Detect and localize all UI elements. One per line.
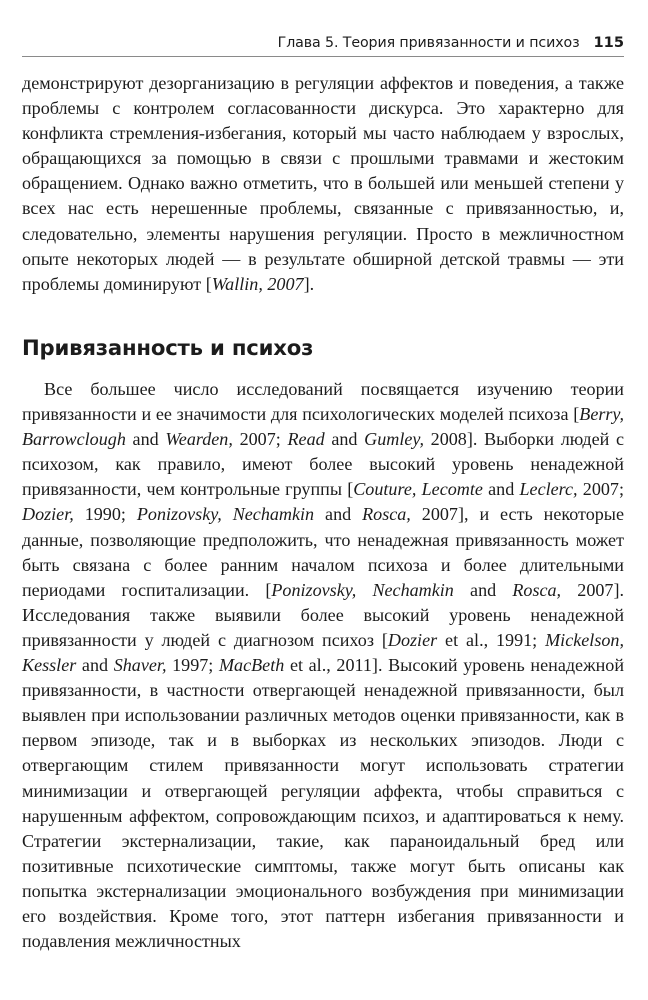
paragraph-text: and	[482, 479, 520, 500]
citation-author: Rosca,	[362, 504, 411, 525]
paragraph-text: and	[125, 429, 166, 450]
paragraph-attachment-psychosis	[22, 377, 624, 954]
citation-author: Rosca,	[512, 579, 562, 600]
citation-author: Ponizovsky, Nechamkin	[271, 579, 454, 600]
paragraph-text: 2007;	[232, 429, 288, 450]
section-heading: Привязанность и психоз	[22, 335, 314, 360]
citation-author: Couture, Lecomte	[353, 479, 483, 500]
citation-author: Gumley,	[364, 429, 424, 450]
running-header	[22, 30, 624, 57]
paragraph-text: 1990;	[73, 504, 137, 525]
paragraph-text: Все большее число исследований посвящается изучению теории привязанности и ее значимости для психологических моделей психоза [	[22, 379, 624, 425]
paragraph-text: and	[76, 655, 114, 676]
citation: Wallin, 2007	[211, 273, 304, 294]
citation-author: Shaver,	[113, 655, 167, 676]
paragraph-text: et al., 2011]. Высокий уровень ненадежной привязанности, в частности отвергающей ненадежной привязанности, был выявлен при использовании различных методов оценки привязанности, как в первом эпизоде, так и в выборках из нескольких эпизодов. Люди с отвергающим стилем привязанности могут использовать стратегии минимизации и отвергающей регуляции аффекта, чтобы справиться с нарушенным аффектом, сопровождающим психоз, и адаптироваться к нему. Стратегии экстернализации, такие, как параноидальный бред или позитивные психотические симптомы, также могут быть описаны как попытка экстернализации эмоционального возбуждения при минимизации его воздействия. Кроме того, этот паттерн избегания привязанности и подавления межличностных	[22, 655, 624, 952]
paragraph-text: 2007]. Исследования также выявили более высокий уровень ненадежной привязанности у людей с диагнозом психоз [	[22, 579, 625, 650]
paragraph-text: and	[324, 429, 365, 450]
citation-author: Leclerc,	[519, 479, 578, 500]
paragraph-text: демонстрируют дезорганизацию в регуляции аффектов и поведения, а также проблемы с контролем согласованности дискурса. Это характерно для конфликта стремления-избегания, который мы часто наблюдаем у взрослых, обращающихся за помощью в связи с прошлыми травмами и жестоким обращением. Однако важно отметить, что в большей или меньшей степени у всех нас есть нерешенные проблемы, связанные с привязанностью, и, следовательно, элементы нарушения регуляции. Просто в межличностном опыте некоторых людей — в результате обширной детской травмы — эти проблемы доминируют [	[22, 73, 624, 294]
citation-author: Dozier	[387, 629, 438, 650]
paragraph-text: 1997;	[166, 655, 219, 676]
paragraph-text: ].	[303, 273, 315, 294]
paragraph-text: 2007;	[577, 479, 625, 500]
citation-author: Berry, Barrowclough	[22, 404, 624, 450]
citation-author: MacBeth	[218, 655, 285, 676]
paragraph-text: and	[314, 504, 363, 525]
paragraph-text: 2007], и есть некоторые данные, позволяющие предположить, что ненадежная привязанность может быть связана с более ранним началом психоза и более длительными периодами госпитализации. [	[22, 504, 624, 600]
citation-author: Dozier,	[22, 504, 74, 525]
paragraph-text: 2008]. Выборки людей с психозом, как правило, имеют более высокий уровень ненадежной привязанности, чем контрольные группы [	[22, 429, 625, 500]
citation-author: Ponizovsky, Nechamkin	[136, 504, 315, 525]
citation-author: Read	[287, 429, 325, 450]
chapter-title: Глава 5. Теория привязанности и психоз	[277, 35, 580, 51]
citation-author: Wearden,	[165, 429, 233, 450]
citation-author: Mickelson, Kessler	[22, 629, 624, 676]
page-number: 115	[593, 34, 624, 51]
paragraph-continued	[22, 71, 624, 297]
paragraph-text: et al., 1991;	[437, 629, 546, 650]
paragraph-text: and	[453, 579, 513, 600]
